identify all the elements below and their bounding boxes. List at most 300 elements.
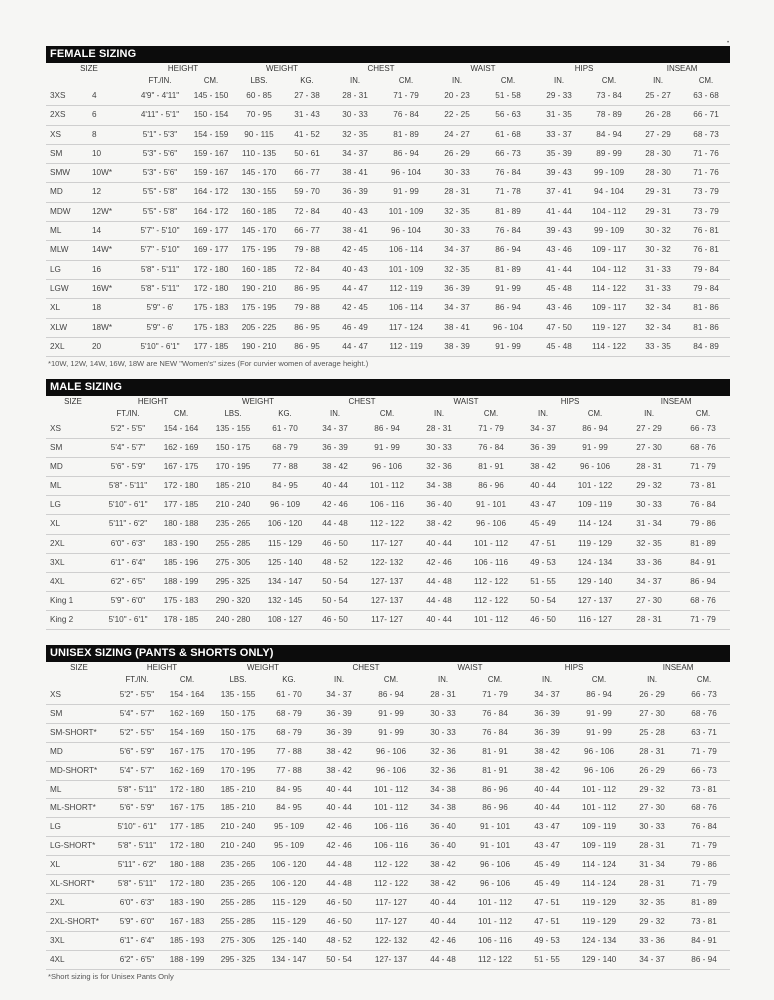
table-cell: 84 - 95 bbox=[264, 780, 314, 799]
table-row bbox=[46, 818, 730, 837]
table-row bbox=[46, 260, 730, 279]
table-cell: 86 - 95 bbox=[284, 318, 330, 337]
size-label: ML bbox=[46, 222, 92, 241]
table-cell: 70 - 95 bbox=[234, 106, 284, 125]
table-cell: 86 - 94 bbox=[572, 686, 626, 704]
table-row bbox=[46, 477, 730, 496]
table-cell: 32 - 36 bbox=[418, 742, 468, 761]
table-cell: 175 - 183 bbox=[156, 591, 206, 610]
table-cell: 50 - 54 bbox=[518, 591, 568, 610]
table-cell: 42 - 46 bbox=[414, 553, 464, 572]
table-cell: 40 - 43 bbox=[330, 202, 380, 221]
table-cell: 68 - 73 bbox=[682, 125, 730, 144]
table-cell: 159 - 167 bbox=[188, 144, 234, 163]
table-row bbox=[46, 761, 730, 780]
table-cell: 33 - 36 bbox=[626, 931, 678, 950]
sub-cm: CM. bbox=[483, 409, 499, 418]
table-cell: 172 - 180 bbox=[188, 279, 234, 298]
table-cell: 101 - 122 bbox=[568, 477, 622, 496]
sub-cm: CM. bbox=[601, 76, 617, 85]
table-cell: 106 - 120 bbox=[264, 875, 314, 894]
table-cell: 86 - 96 bbox=[468, 799, 522, 818]
table-cell: 185 - 210 bbox=[212, 799, 264, 818]
table-cell: 28 - 31 bbox=[330, 87, 380, 106]
table-cell: 96 - 106 bbox=[360, 458, 414, 477]
table-cell: 275 - 305 bbox=[212, 931, 264, 950]
table-row bbox=[46, 534, 730, 553]
table-cell: 41 - 44 bbox=[534, 260, 584, 279]
table-cell: 68 - 76 bbox=[676, 591, 730, 610]
table-cell: 175 - 195 bbox=[234, 299, 284, 318]
table-cell: 255 - 285 bbox=[206, 534, 260, 553]
table-cell: 81 - 91 bbox=[468, 742, 522, 761]
table-cell: 72 - 84 bbox=[284, 202, 330, 221]
table-cell: 109 - 119 bbox=[572, 837, 626, 856]
table-cell: 5'9" - 6' bbox=[132, 299, 188, 318]
size-label: SM bbox=[46, 439, 100, 458]
table-cell: 172 - 180 bbox=[162, 837, 212, 856]
table-cell: 81 - 86 bbox=[682, 318, 730, 337]
table-row bbox=[46, 893, 730, 912]
table-row bbox=[46, 144, 730, 163]
table-cell: 86 - 94 bbox=[380, 144, 432, 163]
table-cell: 47 - 51 bbox=[522, 912, 572, 931]
table-cell: 38 - 42 bbox=[518, 458, 568, 477]
table-cell: 38 - 42 bbox=[418, 856, 468, 875]
table-cell: 46 - 50 bbox=[314, 912, 364, 931]
sub-kg: KG. bbox=[300, 76, 314, 85]
table-cell: 5'8" - 5'11" bbox=[112, 837, 162, 856]
table-cell: 76 - 84 bbox=[482, 164, 534, 183]
group-inseam: INSEAM bbox=[666, 64, 698, 73]
table-cell: 5'3" - 5'6" bbox=[132, 144, 188, 163]
table-cell: 112 - 119 bbox=[380, 337, 432, 356]
size-label: ML bbox=[46, 477, 100, 496]
sub-kg: KG. bbox=[282, 675, 296, 684]
table-row bbox=[46, 318, 730, 337]
table-cell: 47 - 51 bbox=[518, 534, 568, 553]
table-cell: 46 - 50 bbox=[310, 610, 360, 629]
table-cell: 43 - 46 bbox=[534, 241, 584, 260]
sub-cm: CM. bbox=[487, 675, 503, 684]
table-cell: 6'1" - 6'4" bbox=[112, 931, 162, 950]
table-cell: 38 - 41 bbox=[330, 164, 380, 183]
table-cell: 101 - 112 bbox=[572, 799, 626, 818]
size-label: XS bbox=[46, 686, 112, 704]
table-cell: 5'10" - 6'1" bbox=[112, 818, 162, 837]
table-cell: 295 - 325 bbox=[206, 572, 260, 591]
size-label: LG bbox=[46, 260, 92, 279]
table-cell: 183 - 190 bbox=[156, 534, 206, 553]
table-cell: 76 - 84 bbox=[464, 439, 518, 458]
table-cell: 164 - 172 bbox=[188, 202, 234, 221]
table-cell: 101 - 112 bbox=[364, 799, 418, 818]
table-cell: 5'8" - 5'11" bbox=[100, 477, 156, 496]
table-cell: 160 - 185 bbox=[234, 202, 284, 221]
sub-in: IN. bbox=[334, 675, 344, 684]
table-cell: 167 - 175 bbox=[162, 742, 212, 761]
table-cell: 135 - 155 bbox=[206, 420, 260, 439]
table-cell: 122- 132 bbox=[360, 553, 414, 572]
table-cell: 178 - 185 bbox=[156, 610, 206, 629]
table-cell: 101 - 112 bbox=[572, 780, 626, 799]
table-cell: 51 - 58 bbox=[482, 87, 534, 106]
table-cell: 6 bbox=[92, 106, 132, 125]
group-weight: WEIGHT bbox=[266, 64, 299, 73]
sub-in: IN. bbox=[653, 76, 664, 85]
table-cell: 38 - 42 bbox=[310, 458, 360, 477]
table-cell: 5'1" - 5'3" bbox=[132, 125, 188, 144]
size-label: XL bbox=[46, 299, 92, 318]
table-row bbox=[46, 553, 730, 572]
table-cell: 5'9" - 6'0" bbox=[100, 591, 156, 610]
table-cell: 119 - 129 bbox=[572, 912, 626, 931]
table-cell: 46 - 50 bbox=[310, 534, 360, 553]
table-cell: 127 - 137 bbox=[568, 591, 622, 610]
table-cell: 59 - 70 bbox=[284, 183, 330, 202]
table-cell: 99 - 109 bbox=[584, 164, 634, 183]
table-cell: 127- 137 bbox=[364, 950, 418, 969]
table-cell: 51 - 55 bbox=[522, 950, 572, 969]
table-cell: 91 - 99 bbox=[360, 439, 414, 458]
group-height: HEIGHT bbox=[167, 64, 199, 73]
table-cell: 210 - 240 bbox=[212, 818, 264, 837]
table-cell: 71 - 79 bbox=[678, 837, 730, 856]
table-cell: 79 - 84 bbox=[682, 279, 730, 298]
table-cell: 71 - 79 bbox=[380, 87, 432, 106]
sub-ftin: FT./IN. bbox=[148, 76, 172, 85]
group-chest: CHEST bbox=[352, 663, 380, 672]
group-height: HEIGHT bbox=[137, 397, 169, 406]
size-label: MD-SHORT* bbox=[46, 761, 112, 780]
unisex-sizing-table bbox=[46, 662, 730, 970]
size-label: MD bbox=[46, 458, 100, 477]
table-cell: 38 - 42 bbox=[418, 875, 468, 894]
table-row bbox=[46, 125, 730, 144]
table-cell: 30 - 33 bbox=[418, 704, 468, 723]
table-cell: 28 - 30 bbox=[634, 144, 682, 163]
table-cell: 96 - 106 bbox=[572, 742, 626, 761]
table-cell: 101 - 112 bbox=[360, 477, 414, 496]
male-sizing-section bbox=[46, 379, 730, 630]
table-cell: 114 - 122 bbox=[584, 337, 634, 356]
table-cell: 48 - 52 bbox=[310, 553, 360, 572]
table-cell: 27 - 29 bbox=[634, 125, 682, 144]
table-cell: 79 - 88 bbox=[284, 241, 330, 260]
table-cell: 86 - 95 bbox=[284, 337, 330, 356]
size-label: SMW bbox=[46, 164, 92, 183]
table-cell: 210 - 240 bbox=[212, 837, 264, 856]
table-cell: 95 - 109 bbox=[264, 837, 314, 856]
table-cell: 49 - 53 bbox=[518, 553, 568, 572]
table-cell: 5'6" - 5'9" bbox=[112, 742, 162, 761]
table-cell: 112 - 122 bbox=[464, 591, 518, 610]
sub-cm: CM. bbox=[203, 76, 219, 85]
table-cell: 108 - 127 bbox=[260, 610, 310, 629]
table-cell: 86 - 95 bbox=[284, 279, 330, 298]
table-cell: 86 - 94 bbox=[676, 572, 730, 591]
table-cell: 290 - 320 bbox=[206, 591, 260, 610]
table-cell: 68 - 79 bbox=[264, 723, 314, 742]
table-cell: 106 - 116 bbox=[468, 931, 522, 950]
table-cell: 170 - 195 bbox=[206, 458, 260, 477]
table-cell: 37 - 41 bbox=[534, 183, 584, 202]
table-cell: 44 - 48 bbox=[310, 515, 360, 534]
table-cell: 43 - 46 bbox=[534, 299, 584, 318]
table-cell: 32 - 35 bbox=[622, 534, 676, 553]
table-cell: 77 - 88 bbox=[260, 458, 310, 477]
table-cell: 154 - 159 bbox=[188, 125, 234, 144]
table-cell: 79 - 86 bbox=[678, 856, 730, 875]
table-cell: 27 - 29 bbox=[622, 420, 676, 439]
table-cell: 51 - 55 bbox=[518, 572, 568, 591]
sub-ftin: FT./IN. bbox=[125, 675, 149, 684]
table-cell: 210 - 240 bbox=[206, 496, 260, 515]
table-cell: 134 - 147 bbox=[264, 950, 314, 969]
size-label: 3XL bbox=[46, 553, 100, 572]
table-cell: 84 - 91 bbox=[676, 553, 730, 572]
table-cell: 63 - 68 bbox=[682, 87, 730, 106]
table-cell: 101 - 112 bbox=[464, 610, 518, 629]
table-cell: 124 - 134 bbox=[572, 931, 626, 950]
table-cell: 6'0" - 6'3" bbox=[100, 534, 156, 553]
table-row bbox=[46, 337, 730, 356]
table-cell: 135 - 155 bbox=[212, 686, 264, 704]
table-cell: 117 - 124 bbox=[380, 318, 432, 337]
table-cell: 81 - 89 bbox=[380, 125, 432, 144]
sub-cm: CM. bbox=[500, 76, 516, 85]
size-label: XS bbox=[46, 420, 100, 439]
table-cell: 89 - 99 bbox=[584, 144, 634, 163]
sub-cm: CM. bbox=[695, 409, 711, 418]
table-cell: 150 - 175 bbox=[212, 723, 264, 742]
table-cell: 164 - 172 bbox=[188, 183, 234, 202]
table-cell: 44 - 48 bbox=[414, 591, 464, 610]
table-row bbox=[46, 742, 730, 761]
table-row bbox=[46, 856, 730, 875]
table-cell: 96 - 106 bbox=[464, 515, 518, 534]
table-cell: 177 - 185 bbox=[188, 337, 234, 356]
group-inseam: INSEAM bbox=[660, 397, 692, 406]
table-cell: 36 - 39 bbox=[310, 439, 360, 458]
table-cell: 127- 137 bbox=[360, 572, 414, 591]
table-cell: 36 - 39 bbox=[432, 279, 482, 298]
table-cell: 6'2" - 6'5" bbox=[100, 572, 156, 591]
group-weight: WEIGHT bbox=[242, 397, 275, 406]
table-cell: 31 - 34 bbox=[626, 856, 678, 875]
table-cell: 36 - 39 bbox=[314, 723, 364, 742]
table-cell: 96 - 104 bbox=[380, 164, 432, 183]
size-label: 2XS bbox=[46, 106, 92, 125]
size-label: King 1 bbox=[46, 591, 100, 610]
size-label: ML bbox=[46, 780, 112, 799]
table-cell: 39 - 43 bbox=[534, 164, 584, 183]
size-label: XLW bbox=[46, 318, 92, 337]
table-cell: 104 - 112 bbox=[584, 202, 634, 221]
size-label: MLW bbox=[46, 241, 92, 260]
sub-in: IN. bbox=[434, 409, 444, 418]
table-cell: 170 - 195 bbox=[212, 742, 264, 761]
table-cell: 29 - 32 bbox=[626, 912, 678, 931]
size-label: LG-SHORT* bbox=[46, 837, 112, 856]
table-cell: 145 - 170 bbox=[234, 164, 284, 183]
table-cell: 16 bbox=[92, 260, 132, 279]
table-cell: 42 - 45 bbox=[330, 241, 380, 260]
table-cell: 29 - 32 bbox=[622, 477, 676, 496]
table-cell: 40 - 44 bbox=[310, 477, 360, 496]
table-cell: 26 - 28 bbox=[634, 106, 682, 125]
table-cell: 117- 127 bbox=[364, 912, 418, 931]
table-cell: 172 - 180 bbox=[188, 260, 234, 279]
table-cell: 172 - 180 bbox=[156, 477, 206, 496]
table-cell: 66 - 73 bbox=[482, 144, 534, 163]
table-row bbox=[46, 686, 730, 704]
table-cell: 5'8" - 5'11" bbox=[132, 279, 188, 298]
table-cell: 112 - 119 bbox=[380, 279, 432, 298]
table-cell: 86 - 94 bbox=[568, 420, 622, 439]
table-cell: 60 - 85 bbox=[234, 87, 284, 106]
table-cell: 106 - 120 bbox=[260, 515, 310, 534]
table-cell: 73 - 79 bbox=[682, 183, 730, 202]
table-cell: 32 - 35 bbox=[432, 260, 482, 279]
table-cell: 86 - 94 bbox=[360, 420, 414, 439]
table-cell: 91 - 99 bbox=[572, 723, 626, 742]
table-cell: 38 - 39 bbox=[432, 337, 482, 356]
sub-cm: CM. bbox=[591, 675, 607, 684]
table-cell: 96 - 104 bbox=[482, 318, 534, 337]
size-label: XL bbox=[46, 856, 112, 875]
table-cell: 114 - 122 bbox=[584, 279, 634, 298]
table-cell: 72 - 84 bbox=[284, 260, 330, 279]
table-cell: 112 - 122 bbox=[468, 950, 522, 969]
table-cell: 150 - 154 bbox=[188, 106, 234, 125]
table-cell: 95 - 109 bbox=[264, 818, 314, 837]
table-cell: 50 - 54 bbox=[310, 591, 360, 610]
table-cell: 25 - 27 bbox=[634, 87, 682, 106]
table-cell: 180 - 188 bbox=[156, 515, 206, 534]
table-row bbox=[46, 780, 730, 799]
table-cell: 76 - 84 bbox=[468, 704, 522, 723]
table-cell: 26 - 29 bbox=[626, 761, 678, 780]
unisex-sizing-title: UNISEX SIZING (PANTS & SHORTS ONLY) bbox=[46, 645, 730, 662]
sub-kg: KG. bbox=[278, 409, 292, 418]
table-cell: 125 - 140 bbox=[260, 553, 310, 572]
size-label: 3XS bbox=[46, 87, 92, 106]
table-cell: 5'4" - 5'7" bbox=[100, 439, 156, 458]
group-hips: HIPS bbox=[560, 397, 580, 406]
table-cell: 125 - 140 bbox=[264, 931, 314, 950]
table-cell: 5'7" - 5'10" bbox=[132, 222, 188, 241]
sub-lbs: LBS. bbox=[250, 76, 268, 85]
table-cell: 130 - 155 bbox=[234, 183, 284, 202]
table-cell: 177 - 185 bbox=[156, 496, 206, 515]
table-cell: 117- 127 bbox=[360, 610, 414, 629]
table-cell: 38 - 42 bbox=[414, 515, 464, 534]
table-cell: 5'11" - 6'2" bbox=[100, 515, 156, 534]
sub-in: IN. bbox=[538, 409, 549, 418]
table-row bbox=[46, 875, 730, 894]
group-waist: WAIST bbox=[457, 663, 483, 672]
table-cell: 115 - 129 bbox=[264, 893, 314, 912]
table-cell: 71 - 79 bbox=[464, 420, 518, 439]
table-cell: 39 - 43 bbox=[534, 222, 584, 241]
table-cell: 27 - 30 bbox=[626, 799, 678, 818]
table-row bbox=[46, 799, 730, 818]
table-cell: 81 - 86 bbox=[682, 299, 730, 318]
table-cell: 28 - 31 bbox=[626, 837, 678, 856]
table-cell: 81 - 91 bbox=[468, 761, 522, 780]
table-cell: 18 bbox=[92, 299, 132, 318]
table-cell: 27 - 30 bbox=[626, 704, 678, 723]
table-cell: 150 - 175 bbox=[206, 439, 260, 458]
table-cell: 160 - 185 bbox=[234, 260, 284, 279]
page-mark: • bbox=[727, 40, 730, 46]
table-cell: 5'6" - 5'9" bbox=[112, 799, 162, 818]
table-cell: 28 - 31 bbox=[622, 610, 676, 629]
table-cell: 91 - 101 bbox=[468, 818, 522, 837]
sub-cm: CM. bbox=[383, 675, 399, 684]
table-cell: 6'0" - 6'3" bbox=[112, 893, 162, 912]
table-cell: 30 - 33 bbox=[626, 818, 678, 837]
table-cell: 24 - 27 bbox=[432, 125, 482, 144]
table-cell: 119 - 127 bbox=[584, 318, 634, 337]
table-cell: 112 - 122 bbox=[364, 856, 418, 875]
table-row bbox=[46, 837, 730, 856]
table-cell: 22 - 25 bbox=[432, 106, 482, 125]
table-cell: 66 - 71 bbox=[682, 106, 730, 125]
table-cell: 71 - 76 bbox=[682, 164, 730, 183]
table-cell: 175 - 195 bbox=[234, 241, 284, 260]
table-cell: 188 - 199 bbox=[156, 572, 206, 591]
table-cell: 5'8" - 5'11" bbox=[112, 780, 162, 799]
group-height: HEIGHT bbox=[146, 663, 178, 672]
table-cell: 44 - 48 bbox=[314, 856, 364, 875]
table-cell: 30 - 33 bbox=[330, 106, 380, 125]
table-cell: 117- 127 bbox=[360, 534, 414, 553]
table-cell: 66 - 77 bbox=[284, 164, 330, 183]
size-label: SM-SHORT* bbox=[46, 723, 112, 742]
table-cell: 5'2" - 5'5" bbox=[112, 723, 162, 742]
table-cell: 44 - 47 bbox=[330, 337, 380, 356]
table-cell: 235 - 265 bbox=[212, 875, 264, 894]
table-cell: 26 - 29 bbox=[626, 686, 678, 704]
table-cell: 35 - 39 bbox=[534, 144, 584, 163]
table-cell: 28 - 31 bbox=[622, 458, 676, 477]
table-cell: 162 - 169 bbox=[162, 704, 212, 723]
table-cell: 20 bbox=[92, 337, 132, 356]
table-cell: 66 - 77 bbox=[284, 222, 330, 241]
table-cell: 34 - 37 bbox=[518, 420, 568, 439]
table-row bbox=[46, 515, 730, 534]
unisex-footnote: *Short sizing is for Unisex Pants Only bbox=[48, 971, 174, 981]
table-cell: 91 - 99 bbox=[572, 704, 626, 723]
table-cell: 36 - 39 bbox=[522, 723, 572, 742]
table-cell: 77 - 88 bbox=[264, 742, 314, 761]
table-row bbox=[46, 420, 730, 439]
table-cell: 41 - 52 bbox=[284, 125, 330, 144]
table-cell: 73 - 79 bbox=[682, 202, 730, 221]
table-cell: 4'9" - 4'11" bbox=[132, 87, 188, 106]
table-cell: 71 - 79 bbox=[676, 458, 730, 477]
table-cell: 29 - 31 bbox=[634, 183, 682, 202]
table-cell: 185 - 210 bbox=[212, 780, 264, 799]
table-cell: 42 - 46 bbox=[418, 931, 468, 950]
table-cell: 71 - 79 bbox=[678, 875, 730, 894]
table-cell: 45 - 49 bbox=[522, 875, 572, 894]
table-cell: 36 - 40 bbox=[418, 837, 468, 856]
table-cell: 169 - 177 bbox=[188, 241, 234, 260]
table-cell: 42 - 46 bbox=[314, 818, 364, 837]
